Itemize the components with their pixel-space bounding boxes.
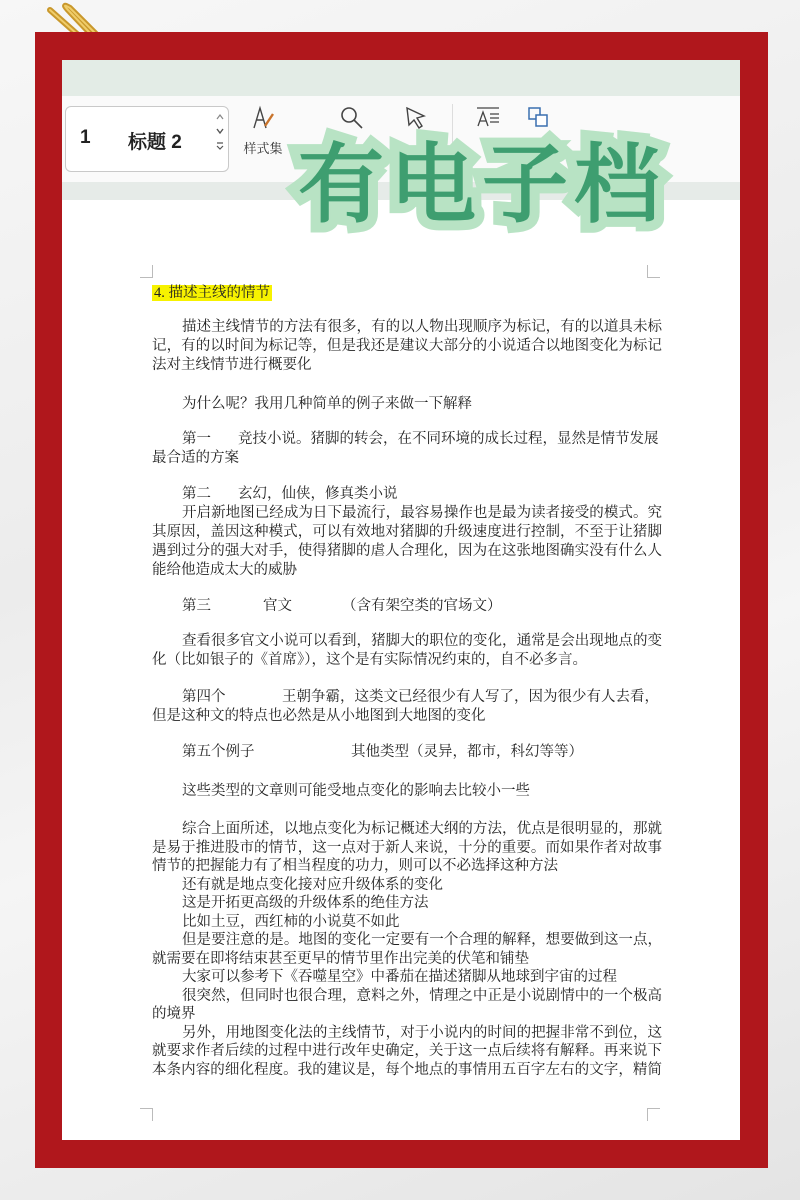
example-title: 其他类型（灵异，都市，科幻等等） xyxy=(351,744,583,760)
style-gallery[interactable] xyxy=(65,106,229,172)
heading-text: 4. 描述主线的情节 xyxy=(154,285,270,301)
more-icon[interactable] xyxy=(215,141,225,151)
text-line: 化（比如银子的《首席》），这个是有实际情况约束的，自不必多言。 xyxy=(152,652,587,668)
document-body xyxy=(152,284,662,1079)
styles-set-label: 样式集 xyxy=(243,142,283,157)
text-line: 就需要在即将结束甚至更早的情节里作出完美的伏笔和铺垫 xyxy=(152,950,529,967)
gallery-scroll[interactable] xyxy=(215,113,225,157)
example-label: 第一 xyxy=(182,431,211,447)
text-line: 比如土豆，西红柿的小说莫不如此 xyxy=(182,913,400,930)
text-line: 查看很多官文小说可以看到，猪脚大的职位的变化，通常是会出现地点的变 xyxy=(182,633,662,649)
ebook-available-sticker: 有电子档 xyxy=(298,135,666,235)
example-4-line xyxy=(152,688,662,707)
chevron-down-icon[interactable] xyxy=(215,127,225,135)
page-corner-mark xyxy=(647,265,660,278)
styles-set-icon xyxy=(248,104,278,132)
example-label: 第四个 xyxy=(182,689,226,705)
example-4 xyxy=(152,688,662,726)
text-line: 的境界 xyxy=(152,1006,196,1022)
style-item-1[interactable]: 1 xyxy=(80,127,91,148)
paragraph xyxy=(152,632,662,670)
text-line: 最合适的方案 xyxy=(152,450,239,466)
text-line: 本条内容的细化程度。我的建议是，每个地点的事情用五百字左右的文字，精简 xyxy=(152,1061,662,1078)
page-corner-mark xyxy=(140,265,153,278)
text-line: 但是要注意的是。地图的变化一定要有一个合理的解释，想要做到这一点， xyxy=(182,932,662,948)
example-2 xyxy=(152,485,662,580)
text-line: 是易于推进股市的情节，这一点对于新人来说，十分的重要。而如果作者对故事 xyxy=(152,839,662,856)
text-line: 为什么呢？我用几种简单的例子来做一下解释 xyxy=(182,396,472,412)
paragraph xyxy=(152,318,662,375)
style-item-heading2[interactable]: 标题 2 xyxy=(128,132,182,153)
text-line: 能给他造成太大的威胁 xyxy=(152,562,297,578)
title-bar xyxy=(62,60,740,96)
text-line: 综合上面所述，以地点变化为标记概述大纲的方法，优点是很明显的，那就 xyxy=(182,821,662,837)
styles-set-button[interactable] xyxy=(238,104,288,157)
text-line: 大家可以参考下《吞噬星空》中番茄在描述猪脚从地球到宇宙的过程 xyxy=(182,969,617,985)
text-line: 情节的把握能力有了相当程度的功力，则可以不必选择这种方法 xyxy=(152,858,558,874)
text-line: 这是开拓更高级的升级体系的绝佳方法 xyxy=(182,895,429,911)
text-line: 遇到过分的强大对手，使得猪脚的虐人合理化，因为在这张地图确实没有什么人 xyxy=(152,543,662,559)
example-label: 第五个例子 xyxy=(182,744,255,760)
example-label: 第三 xyxy=(182,598,211,614)
example-1 xyxy=(152,430,662,468)
example-1-line xyxy=(152,430,662,449)
text-line: 另外，用地图变化法的主线情节，对于小说内的时间的把握非常不到位，这 xyxy=(182,1024,662,1041)
text-line: 还有就是地点变化接对应升级体系的变化 xyxy=(182,876,443,893)
example-note: （含有架空类的官场文） xyxy=(342,598,502,614)
example-2-line xyxy=(152,485,662,504)
example-text: 竞技小说。猪脚的转会，在不同环境的成长过程，显然是情节发展 xyxy=(238,431,659,447)
text-line: 很突然，但同时也很合理，意料之外，情理之中正是小说剧情中的一个极高 xyxy=(182,987,662,1004)
example-title: 玄幻，仙侠，修真类小说 xyxy=(238,486,398,502)
paragraph xyxy=(152,820,662,1079)
chevron-up-icon[interactable] xyxy=(215,113,225,121)
text-line: 这些类型的文章则可能受地点变化的影响去比较小一些 xyxy=(182,783,530,799)
page-corner-mark xyxy=(140,1108,153,1121)
example-3-line xyxy=(152,597,662,616)
example-title: 官文 xyxy=(263,598,292,614)
example-label: 第二 xyxy=(182,486,211,502)
text-line: 开启新地图已经成为日下最流行，最容易操作也是最为读者接受的模式。究 xyxy=(182,505,662,521)
text-line: 其原因，盖因这种模式，可以有效地对猪脚的升级速度进行控制，不至于让猪脚 xyxy=(152,524,662,540)
section-heading xyxy=(152,284,662,303)
text-line: 描述主线情节的方法有很多，有的以人物出现顺序为标记，有的以道具未标 xyxy=(182,319,662,335)
text-line: 法对主线情节进行概要化 xyxy=(152,357,312,373)
text-line: 但是这种文的特点也必然是从小地图到大地图的变化 xyxy=(152,708,486,724)
example-text: 王朝争霸，这类文已经很少有人写了，因为很少有人去看， xyxy=(282,689,659,705)
example-5-line xyxy=(152,743,662,762)
text-line: 就要求作者后续的过程中进行改年史确定，关于这一点后续将有解释。再来说下 xyxy=(152,1043,662,1059)
page-corner-mark xyxy=(647,1108,660,1121)
text-line: 记，有的以时间为标记等，但是我还是建议大部分的小说适合以地图变化为标记 xyxy=(152,338,662,354)
